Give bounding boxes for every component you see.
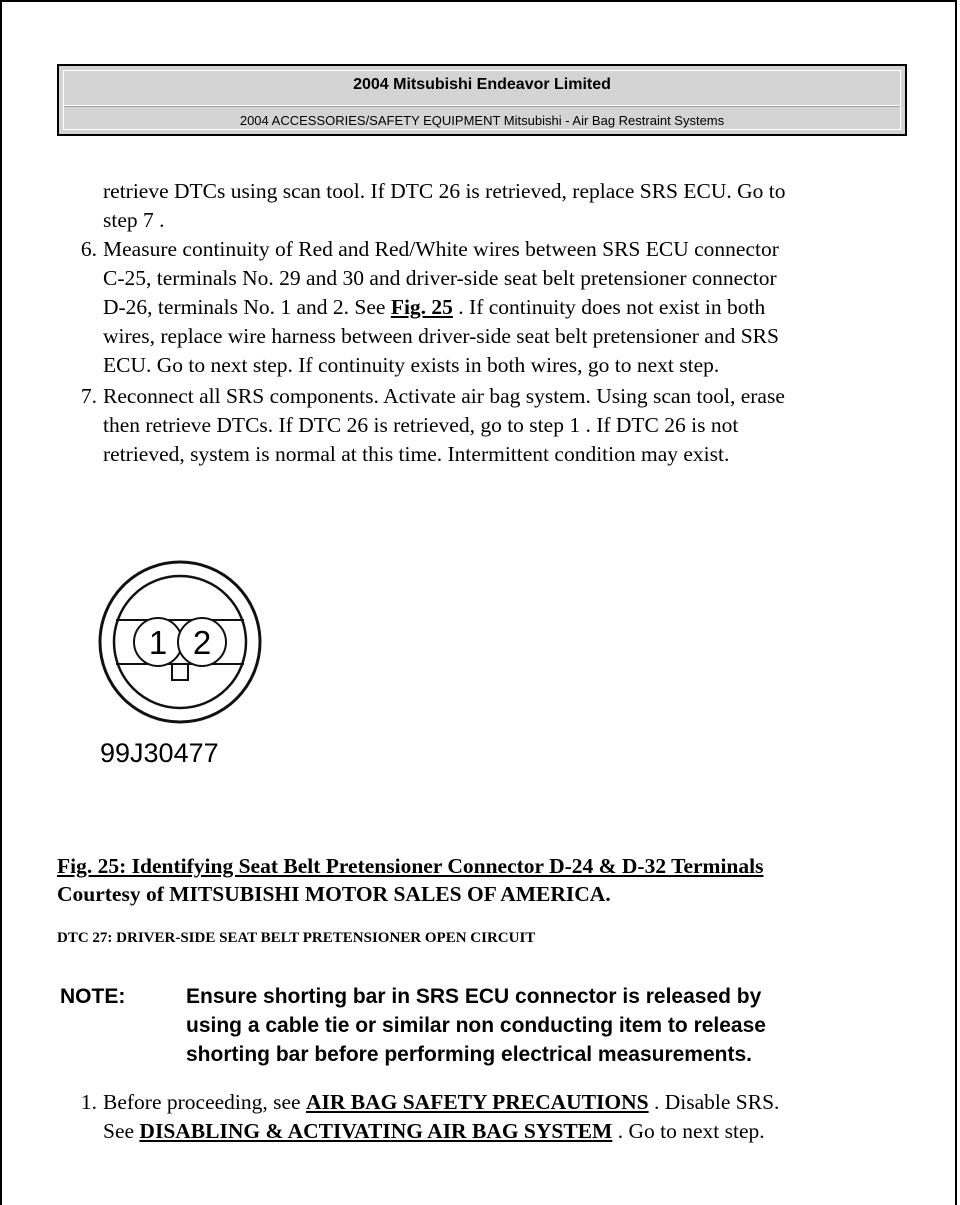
step-7-line-2: then retrieve DTCs. If DTC 26 is retrieved, go to step 1 . If DTC 26 is not [103, 413, 739, 437]
step-6-line-3-pre: D-26, terminals No. 1 and 2. See [103, 295, 391, 319]
step-1-number: 1. [80, 1090, 97, 1114]
air-bag-safety-precautions-link[interactable]: AIR BAG SAFETY PRECAUTIONS [305, 1090, 649, 1114]
page-border-left [0, 0, 2, 1205]
step-6-number: 6. [80, 237, 97, 261]
figure-caption-title: Fig. 25: Identifying Seat Belt Pretensioner Connector D-24 & D-32 Terminals [57, 854, 764, 878]
connector-figure [98, 560, 268, 775]
step-1-line-2-pre: See [103, 1119, 140, 1143]
header-title: 2004 Mitsubishi Endeavor Limited [353, 76, 611, 93]
figure-caption-courtesy: Courtesy of MITSUBISHI MOTOR SALES OF AMERICA. [57, 882, 611, 906]
step-6-line-3 [103, 293, 765, 322]
step-1-line-1 [103, 1088, 779, 1117]
step-7-line-1: Reconnect all SRS components. Activate air bag system. Using scan tool, erase [103, 384, 785, 408]
dtc-27-heading: DTC 27: DRIVER-SIDE SEAT BELT PRETENSIONER OPEN CIRCUIT [57, 930, 536, 946]
connector-key-tab [172, 664, 188, 680]
step-1-line-2-post: . Go to next step. [612, 1119, 765, 1143]
note-line-2: using a cable tie or similar non conducting item to release [186, 1014, 766, 1037]
note-line-3: shorting bar before performing electrical measurements. [186, 1043, 752, 1066]
step-6-line-2: C-25, terminals No. 29 and 30 and driver-side seat belt pretensioner connector [103, 266, 777, 290]
header-subtitle: 2004 ACCESSORIES/SAFETY EQUIPMENT Mitsubishi - Air Bag Restraint Systems [239, 113, 725, 128]
fig-25-link[interactable]: Fig. 25 [390, 295, 453, 319]
step-1-line-1-pre: Before proceeding, see [103, 1090, 306, 1114]
header-divider [64, 105, 900, 107]
note-label: NOTE: [60, 985, 126, 1008]
step-7-line-3: retrieved, system is normal at this time. Intermittent condition may exist. [103, 442, 730, 466]
step-6-line-1: Measure continuity of Red and Red/White wires between SRS ECU connector [103, 237, 779, 261]
header-inner-frame [63, 70, 901, 130]
terminal-1-label: 1 [148, 624, 168, 661]
terminal-2-label: 2 [192, 624, 212, 661]
page-border-right [955, 0, 957, 1205]
continuation-line-1: retrieve DTCs using scan tool. If DTC 26 is retrieved, replace SRS ECU. Go to [103, 179, 786, 203]
step-7-number: 7. [80, 384, 97, 408]
step-1-line-2 [103, 1117, 765, 1146]
note-text [186, 982, 906, 1069]
step-6-line-3-post: . If continuity does not exist in both [452, 295, 766, 319]
step-1-line-1-post: . Disable SRS. [648, 1090, 780, 1114]
step-6-line-4: wires, replace wire harness between driver-side seat belt pretensioner and SRS [103, 324, 779, 348]
figure-code-label: 99J30477 [100, 738, 219, 768]
document-header [57, 64, 907, 136]
step-6-line-5: ECU. Go to next step. If continuity exists in both wires, go to next step. [103, 353, 720, 377]
connector-diagram [98, 560, 268, 775]
continuation-line-2: step 7 . [103, 208, 165, 232]
note-line-1: Ensure shorting bar in SRS ECU connector is released by [186, 985, 762, 1008]
disabling-activating-air-bag-link[interactable]: DISABLING & ACTIVATING AIR BAG SYSTEM [139, 1119, 613, 1143]
page-border-top [0, 0, 957, 2]
